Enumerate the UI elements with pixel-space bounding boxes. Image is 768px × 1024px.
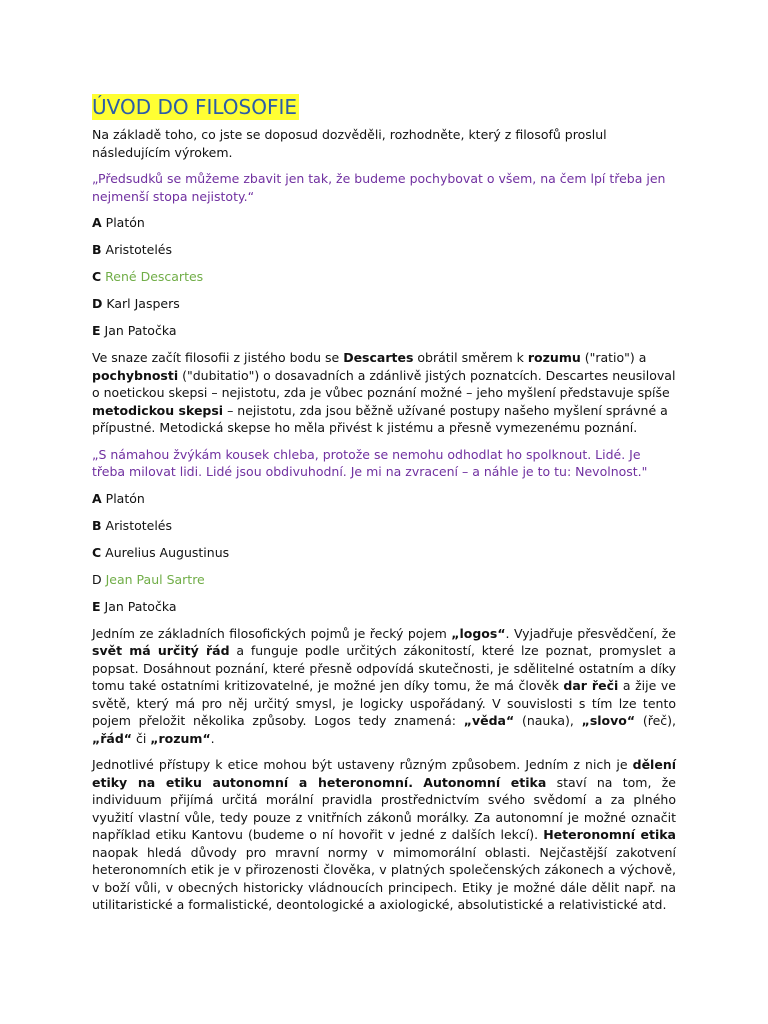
text-run: staví na tom, že individuum přijímá určitá morální pravidla prostřednictvím svého svědomí a za plného využití vlastní vůle, tedy pouze z vnitřních zákonů morálky. Za autonomní je možné označit například etiku Kantovu (budeme o ní hovořit v jedné z dalších lekcí). xyxy=(92,774,677,842)
q1-option-a xyxy=(92,214,676,232)
bold-run: svět má určitý řád xyxy=(92,643,230,658)
q2-option-a xyxy=(92,490,676,508)
option-letter: A xyxy=(92,215,102,230)
text-run: (řeč), xyxy=(635,713,676,728)
option-text-correct: René Descartes xyxy=(105,269,204,284)
text-run: . Vyjadřuje přesvědčení, že xyxy=(505,625,676,641)
text-run: naopak hledá důvody pro mravní normy v mimomorální oblasti. Nejčastější zakotvení heteronomních etik je v přirozenosti člověka, v platných společenských zákonech a výchově, v boží vůli, v obecných historicky vládnoucích principech. Etiky je možné dále dělit např. na utilitaristické a formalistické, deontologické a axiologické, absolutistické a relativistické atd. xyxy=(92,844,676,912)
text-run: ("ratio") a xyxy=(580,350,647,365)
bold-run: Autonomní etika xyxy=(423,774,547,790)
bold-run: Descartes xyxy=(343,350,414,365)
option-text: Platón xyxy=(105,215,145,230)
page-title: ÚVOD DO FILOSOFIE xyxy=(92,95,298,119)
bold-run: „slovo“ xyxy=(581,713,636,728)
bold-run: „řád“ xyxy=(92,730,132,746)
option-letter: D xyxy=(92,296,103,311)
option-letter: D xyxy=(92,571,102,587)
option-letter: C xyxy=(92,544,102,560)
logos-paragraph xyxy=(92,625,676,748)
text-run: a funguje podle určitých zákonitostí, které lze poznat, promyslet a popsat. Dosáhnout poznání, které přesně odpovídá skutečnosti, je sdělitelné ostatním a díky tomu také ostatními kritizovatelné, je možné jen díky tomu, že má člověk xyxy=(92,643,676,693)
text-run: (nauka), xyxy=(514,713,582,728)
q2-option-d xyxy=(92,571,676,589)
bold-run: rozumu xyxy=(527,350,581,365)
option-text: Jan Patočka xyxy=(104,598,177,614)
text-run: Ve snaze začít filosofii z jistého bodu se xyxy=(92,350,344,365)
bold-run: dělení etiky na etiku autonomní a heteronomní. xyxy=(92,757,676,790)
option-text: Platón xyxy=(105,490,145,506)
bold-run: metodickou skepsi xyxy=(92,402,224,418)
q1-option-d xyxy=(92,295,676,313)
descartes-explanation xyxy=(92,349,676,437)
text-run: Jedním ze základních filosofických pojmů je řecký pojem xyxy=(92,625,452,641)
text-run: Jednotlivé přístupy k etice mohou být ustaveny různým způsobem. Jedním z nich je xyxy=(92,757,633,772)
quote-2: „S námahou žvýkám kousek chleba, protože se nemohu odhodlat ho spolknout. Lidé. Je třeba milovat lidi. Lidé jsou obdivuhodní. Je mi na zvracení – a náhle je to tu: Nevolnost." xyxy=(92,446,648,479)
option-text: Aristotelés xyxy=(105,517,173,533)
bold-run: Heteronomní etika xyxy=(543,827,676,842)
option-text-correct: Jean Paul Sartre xyxy=(105,571,205,587)
bold-run: „rozum“ xyxy=(150,730,211,746)
option-text: Jan Patočka xyxy=(104,323,177,338)
text-run: obrátil směrem k xyxy=(413,350,528,365)
option-letter: B xyxy=(92,242,102,257)
q2-option-e xyxy=(92,598,676,616)
q1-option-b xyxy=(92,241,676,259)
bold-run: „logos“ xyxy=(451,625,506,641)
option-letter: A xyxy=(92,490,102,506)
ethics-paragraph xyxy=(92,756,676,914)
bold-run: dar řeči xyxy=(563,678,619,693)
option-letter: B xyxy=(92,517,102,533)
option-text: Karl Jaspers xyxy=(106,296,180,311)
bold-run: „věda“ xyxy=(463,713,515,728)
document-page xyxy=(92,94,676,923)
text-run: . xyxy=(210,730,215,746)
text-run: a žije ve světě, který má pro něj určitý smysl, je logicky uspořádaný. V souvislosti s tím lze tento pojem přeložit několika způsoby. Logos tedy znamená: xyxy=(92,678,676,728)
quote-1: „Předsudků se můžeme zbavit jen tak, že budeme pochybovat o všem, na čem lpí třeba jen nejmenší stopa nejistoty.“ xyxy=(92,171,666,204)
text-run: či xyxy=(131,730,151,746)
option-text: Aristotelés xyxy=(105,242,173,257)
q1-option-e xyxy=(92,322,676,340)
text-run: – nejistotu, zda jsou běžně užívané postupy našeho myšlení správné a přípustné. Metodická skepse ho měla přivést k jistému a přesně vymezenému poznání. xyxy=(92,402,668,435)
option-letter: C xyxy=(92,269,102,284)
option-letter: E xyxy=(92,598,101,614)
q2-option-b xyxy=(92,517,676,535)
text-run: ("dubitatio") o dosavadních a zdánlivě jistých poznatcích. Descartes neusiloval o noetickou skepsi – nejistotu, zda je vůbec poznání možné – jeho myšlení představuje spíše xyxy=(92,367,676,400)
q1-option-c xyxy=(92,268,676,286)
option-text: Aurelius Augustinus xyxy=(105,544,230,560)
bold-run: pochybnosti xyxy=(92,367,179,383)
q2-option-c xyxy=(92,544,676,562)
option-letter: E xyxy=(92,323,101,338)
text-run xyxy=(413,775,423,790)
intro-paragraph: Na základě toho, co jste se doposud dozvěděli, rozhodněte, který z filosofů proslul následujícím výrokem. xyxy=(92,127,607,160)
